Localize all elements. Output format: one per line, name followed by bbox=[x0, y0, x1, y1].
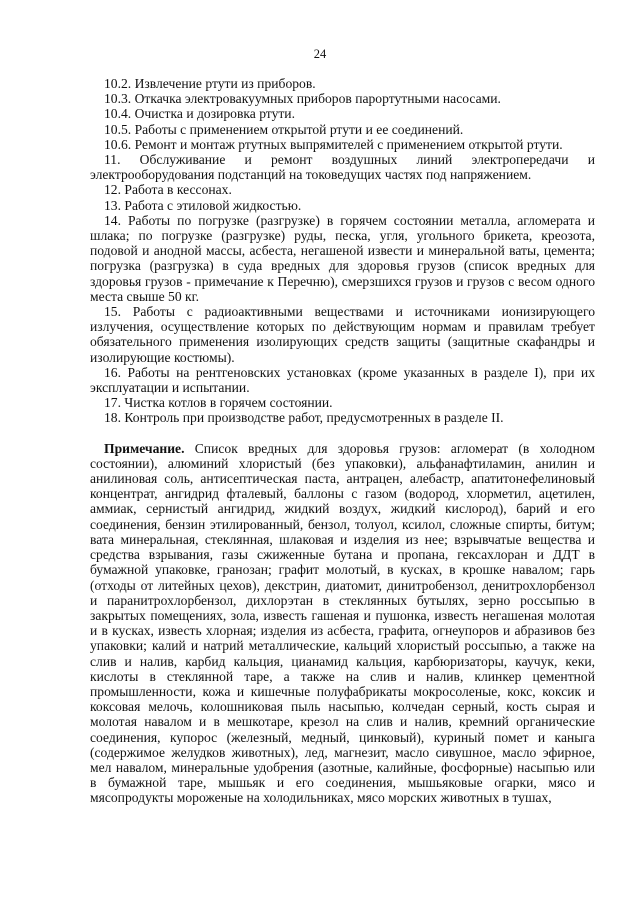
list-item-11: 11. Обслуживание и ремонт воздушных линий электропередачи и электрооборудования подстанций на токоведущих частях под напряжением. bbox=[90, 152, 595, 183]
list-item-16: 16. Работы на рентгеновских установках (кроме указанных в разделе I), при их эксплуатации и испытании. bbox=[90, 364, 595, 396]
note-label: Примечание. bbox=[104, 440, 185, 456]
list-item-13: 13. Работа с этиловой жидкостью. bbox=[104, 197, 302, 213]
list-item-10-5: 10.5. Работы с применением открытой ртути и ее соединений. bbox=[104, 121, 464, 137]
list-item-12: 12. Работа в кессонах. bbox=[104, 182, 232, 198]
list-item-15: 15. Работы с радиоактивными веществами и источниками ионизирующего излучения, осуществление которых по действующим нормам и правилам требует обязательного применения изолирующих средств защиты (защитные скафандры и изолирующие костюмы). bbox=[90, 304, 595, 365]
page-number: 24 bbox=[313, 47, 327, 61]
document-body bbox=[90, 76, 595, 806]
list-item-17: 17. Чистка котлов в горячем состоянии. bbox=[104, 395, 333, 411]
list-item-10-4: 10.4. Очистка и дозировка ртути. bbox=[104, 106, 295, 122]
list-item-10-2: 10.2. Извлечение ртути из приборов. bbox=[104, 76, 316, 91]
list-item-10-3: 10.3. Откачка электровакуумных приборов парортутными насосами. bbox=[104, 91, 501, 107]
list-item-18: 18. Контроль при производстве работ, предусмотренных в разделе II. bbox=[104, 410, 504, 426]
list-item-10-6: 10.6. Ремонт и монтаж ртутных выпрямителей с применением открытой ртути. bbox=[104, 136, 563, 152]
note-text: Список вредных для здоровья грузов: агломерат (в холодном состоянии), алюминий хлористый (без упаковки), альфанафтиламин, анилин и анилиновая соль, антисептическая паста, антрацен, алебастр, апатитонефелиновый концентрат, ангидрид фталевый, баллоны с газом (водород, хлорметил, ацетилен, аммиак, сернистый ангидрид, жидкий воздух, жидкий кислород), барий и его соединения, бензин этилированный, бензол, толуол, ксилол, сложные спирты, битум; вата минеральная, стеклянная, шлаковая и изделия из нее; взрывчатые вещества и средства взрывания, газы сжиженные бутана и пропана, гексахлоран и ДДТ в бумажной упаковке, гранозан; графит молотый, в кусках, в крошке навалом; гарь (отходы от литейных цехов), декстрин, диатомит, динитробензол, денитрохлорбензол и паранитрохлорбензол, дихлорэтан в стеклянных бутылях, зерно россыпью в закрытых помещениях, зола, известь гашеная и пушонка, известь негашеная молотая и в кусках, известь хлорная; изделия из асбеста, графита, огнеупоров и абразивов без упаковки; калий и натрий металлические, кальций хлористый россыпью, а также на слив и налив, карбид кальция, цианамид кальция, карбюризаторы, каучук, кеки, кислоты в стеклянной таре, а также на слив и налив, клинкер цементной промышленности, кожа и кишечные полуфабрикаты мокросоленые, кокс, коксик и коксовая мелочь, колошниковая пыль насыпью, колчедан серный, кость сырая и молотая навалом и в мешкотаре, крезол на слив и налив, кремний органические соединения, купорос (железный, медный, цинковый), куриный помет и каныга (содержимое желудков животных), лед, магнезит, масло сивушное, масло эфирное, мел навалом, минеральные удобрения (азотные, калийные, фосфорные) насыпью или в бумажной таре, мышьяк и его соединения, мышьяковые огарки, мясо и мясопродукты мороженые на холодильниках, мясо морских животных в тушах, bbox=[90, 440, 595, 806]
list-item-14: 14. Работы по погрузке (разгрузке) в горячем состоянии металла, агломерата и шлака; по погрузке (разгрузке) руды, песка, угля, угольного брикета, креозота, подовой и анодной массы, асбеста, негашеной извести и минеральной ваты, цемента; погрузка (разгрузка) в суда вредных для здоровья грузов (список вредных для здоровья грузов - примечание к Перечню), смерзшихся грузов и грузов с весом одного места свыше 50 кг. bbox=[90, 212, 595, 304]
note-paragraph bbox=[90, 441, 595, 806]
